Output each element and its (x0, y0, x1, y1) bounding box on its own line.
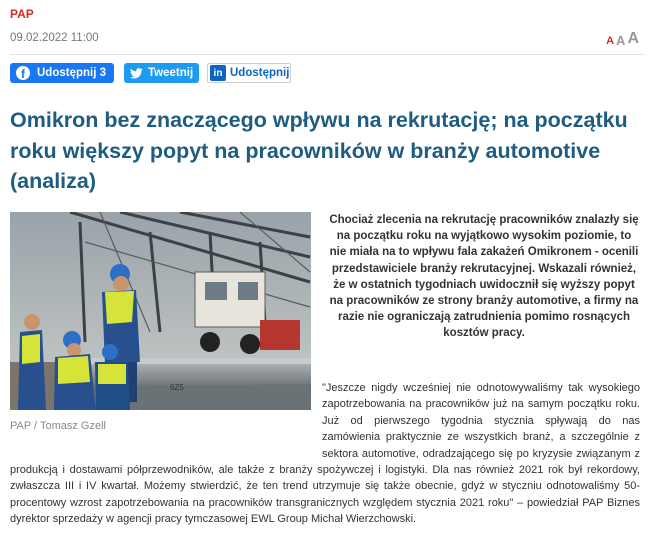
font-size-controls (606, 31, 639, 47)
twitter-share-label: Tweetnij (148, 67, 194, 79)
font-size-medium-button[interactable]: A (616, 33, 626, 48)
header-divider (10, 54, 645, 55)
photo-wrap-spacer (10, 380, 322, 462)
linkedin-icon: in (210, 65, 226, 81)
article-quote-block (10, 380, 640, 528)
source-label: PAP (10, 7, 34, 21)
facebook-share-label: Udostępnij 3 (37, 67, 107, 79)
svg-text:6Z5: 6Z5 (170, 383, 184, 392)
photo-caption: PAP / Tomasz Gzell (10, 420, 106, 432)
facebook-icon: f (16, 66, 30, 80)
article-lead: Chociaż zlecenia na rekrutację pracowników znalazły się na początku roku na wyjątkowo wysokim poziomie, to nie miała na to wpływu fala zakażeń Omikronem - ocenili przedstawiciele branży rekrutacyjnej. Wskazali również, że w ostatnich tygodniach uwidocznił się wyższy popyt na pracowników ze strony branży automotive, a firmy na razie nie ograniczają zatrudnienia pomimo rosnących kosztów pracy. (329, 214, 639, 340)
linkedin-share-button[interactable] (207, 63, 291, 83)
font-size-large-button[interactable]: A (627, 30, 639, 47)
twitter-icon (130, 68, 143, 79)
font-size-small-button[interactable]: A (606, 35, 615, 47)
facebook-share-button[interactable] (10, 63, 114, 83)
article-title: Omikron bez znaczącego wpływu na rekrutację; na początku roku większy popyt na pracowników w branży automotive (analiza) (10, 108, 628, 193)
twitter-share-button[interactable] (124, 63, 199, 83)
linkedin-share-label: Udostępnij (230, 67, 290, 79)
article-quote: "Jeszcze nigdy wcześniej nie odnotowywaliśmy tak wysokiego zapotrzebowania na pracowników już na samym początku roku. Już od pierwszego tygodnia stycznia spływają do nas zamówienia praktycznie ze wszystkich branż, a szczególnie z sektora automotive, odradzającego się po kryzysie związanym z produkcją i dostawami półprzewodników, ale także z branży spożywczej i logistyki. Dla nas również 2021 rok był rekordowy, zwłaszcza III i IV kwartał. Możemy stwierdzić, że ten trend utrzymuje się także obecnie, gdyż w styczniu odnotowaliśmy 50-procentowy wzrost zapotrzebowania na pracowników transgranicznych względem stycznia 2021 roku" – powiedział PAP Biznes dyrektor sprzedaży w agencji pracy tymczasowej EWL Group Michał Wierzchowski. (10, 382, 640, 526)
publish-date: 09.02.2022 11:00 (10, 32, 99, 44)
